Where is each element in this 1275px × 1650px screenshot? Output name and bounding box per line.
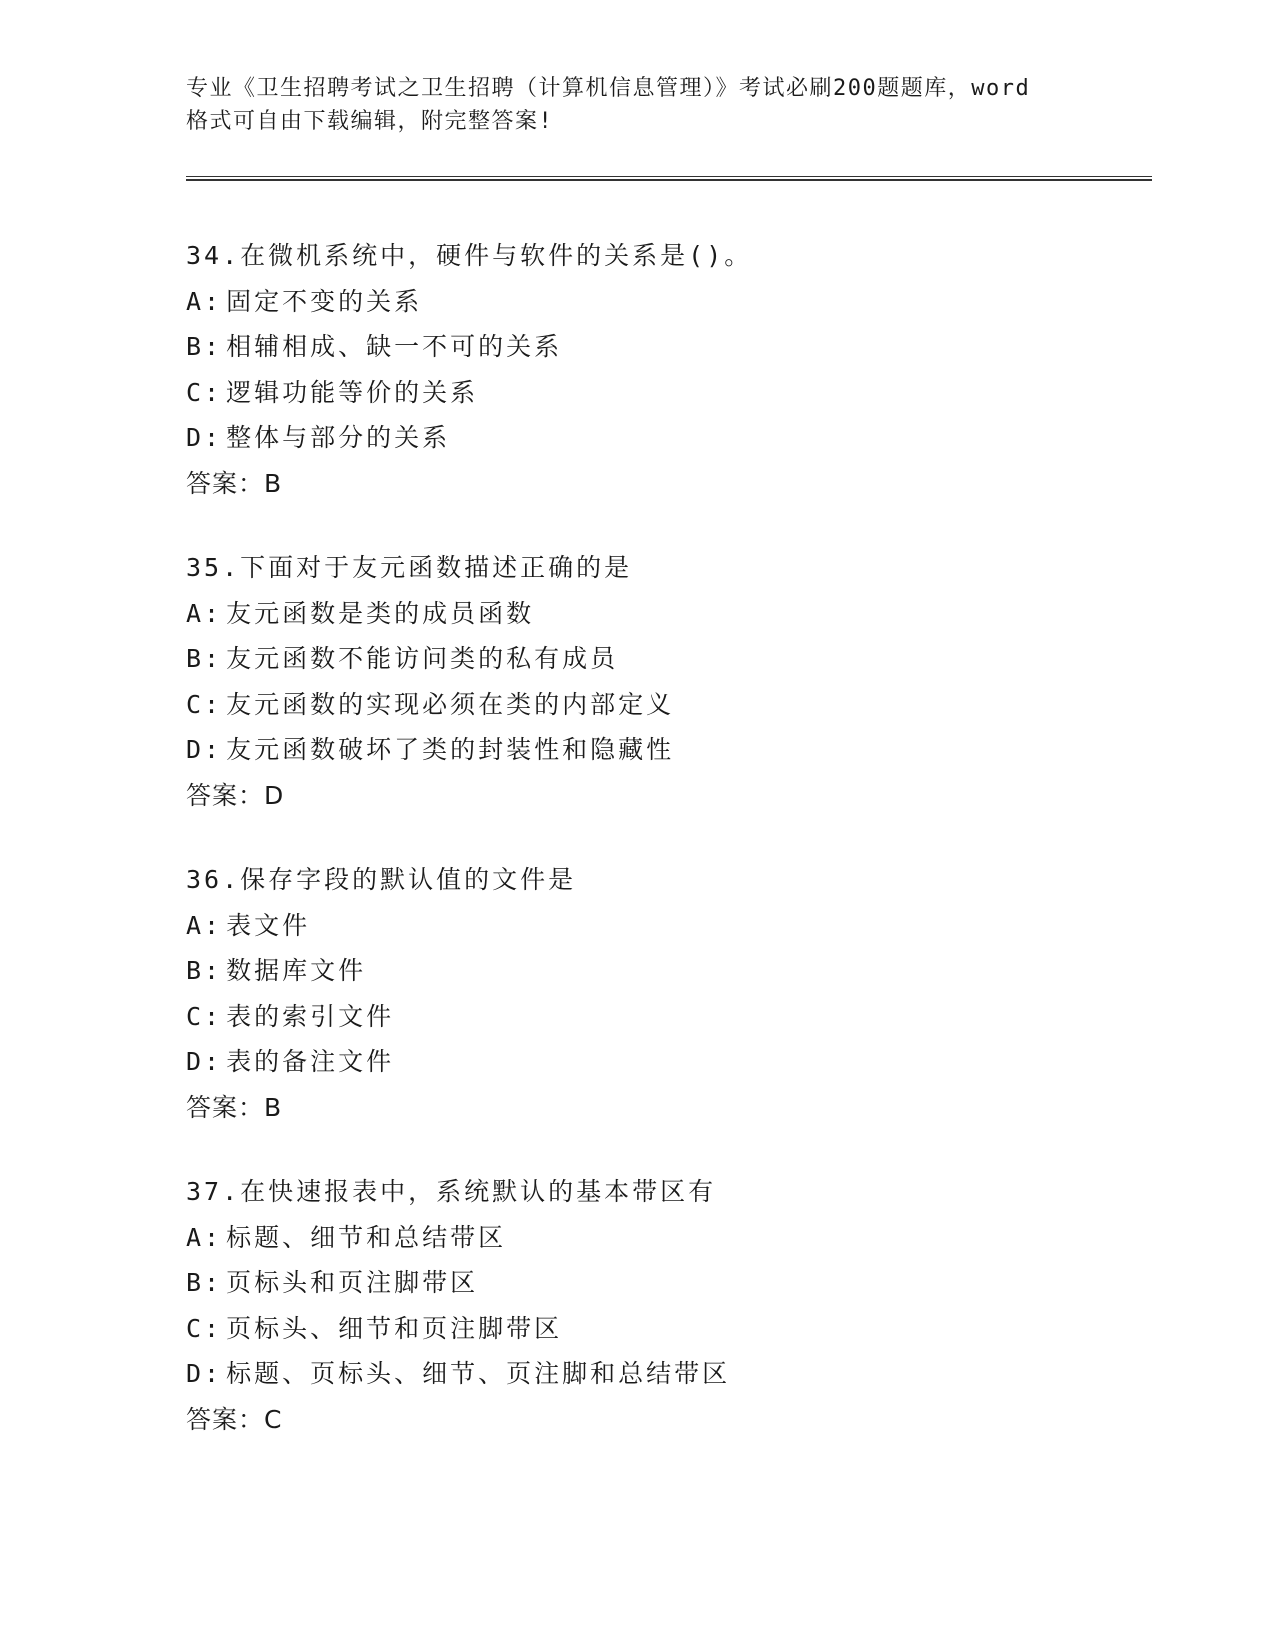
question-34 <box>186 233 1146 506</box>
question-37 <box>186 1169 1146 1442</box>
option-letter: A: <box>186 598 223 628</box>
option-letter: C: <box>186 377 223 407</box>
option-d <box>186 1351 1146 1397</box>
option-text: 页标头和页注脚带区 <box>226 1268 479 1297</box>
option-letter: D: <box>186 423 223 452</box>
question-35 <box>186 545 1146 818</box>
option-text: 数据库文件 <box>226 956 367 985</box>
option-c <box>186 370 1146 416</box>
option-text: 标题、页标头、细节、页注脚和总结带区 <box>226 1359 731 1388</box>
option-letter: A: <box>186 910 223 940</box>
option-text: 标题、细节和总结带区 <box>226 1222 507 1252</box>
option-letter: C: <box>186 689 223 719</box>
option-c <box>186 682 1146 728</box>
option-text: 表的索引文件 <box>226 1001 395 1031</box>
option-letter: D: <box>186 1047 223 1076</box>
option-letter: B: <box>186 332 223 361</box>
option-c <box>186 1306 1146 1352</box>
option-b <box>186 636 1146 682</box>
option-b <box>186 1260 1146 1306</box>
question-list <box>186 233 1146 1481</box>
option-a <box>186 279 1146 325</box>
option-letter: D: <box>186 1359 223 1388</box>
question-stem: 35.下面对于友元函数描述正确的是 <box>186 553 633 582</box>
option-text: 表文件 <box>226 910 311 940</box>
answer-line: 答案：D <box>186 780 285 810</box>
header-line-2: 格式可自由下载编辑，附完整答案! <box>186 109 554 134</box>
option-d <box>186 415 1146 461</box>
option-d <box>186 727 1146 773</box>
option-text: 固定不变的关系 <box>226 286 423 316</box>
option-letter: A: <box>186 286 223 316</box>
option-text: 相辅相成、缺一不可的关系 <box>226 332 563 361</box>
option-letter: C: <box>186 1313 223 1343</box>
option-letter: D: <box>186 735 223 764</box>
question-36 <box>186 857 1146 1130</box>
option-letter: B: <box>186 644 223 673</box>
option-a <box>186 1215 1146 1261</box>
answer-line: 答案：B <box>186 1092 283 1122</box>
answer-line: 答案：B <box>186 468 283 498</box>
answer-line: 答案：C <box>186 1404 283 1434</box>
option-b <box>186 948 1146 994</box>
option-text: 友元函数不能访问类的私有成员 <box>226 644 619 673</box>
option-text: 友元函数是类的成员函数 <box>226 598 535 628</box>
option-d <box>186 1039 1146 1085</box>
document-header <box>186 72 1091 138</box>
option-text: 页标头、细节和页注脚带区 <box>226 1313 563 1343</box>
option-text: 逻辑功能等价的关系 <box>226 377 479 407</box>
option-letter: B: <box>186 956 223 985</box>
option-letter: B: <box>186 1268 223 1297</box>
question-stem: 34.在微机系统中，硬件与软件的关系是()。 <box>186 241 753 270</box>
option-text: 友元函数破坏了类的封装性和隐藏性 <box>226 735 675 764</box>
option-letter: C: <box>186 1001 223 1031</box>
question-stem: 37.在快速报表中，系统默认的基本带区有 <box>186 1177 717 1206</box>
option-a <box>186 903 1146 949</box>
header-divider <box>186 176 1152 181</box>
option-c <box>186 994 1146 1040</box>
option-letter: A: <box>186 1222 223 1252</box>
option-b <box>186 324 1146 370</box>
header-line-1: 专业《卫生招聘考试之卫生招聘（计算机信息管理）》考试必刷200题题库，word <box>186 76 1031 101</box>
question-stem: 36.保存字段的默认值的文件是 <box>186 865 577 894</box>
option-text: 表的备注文件 <box>226 1047 395 1076</box>
option-a <box>186 591 1146 637</box>
option-text: 友元函数的实现必须在类的内部定义 <box>226 689 675 719</box>
option-text: 整体与部分的关系 <box>226 423 451 452</box>
